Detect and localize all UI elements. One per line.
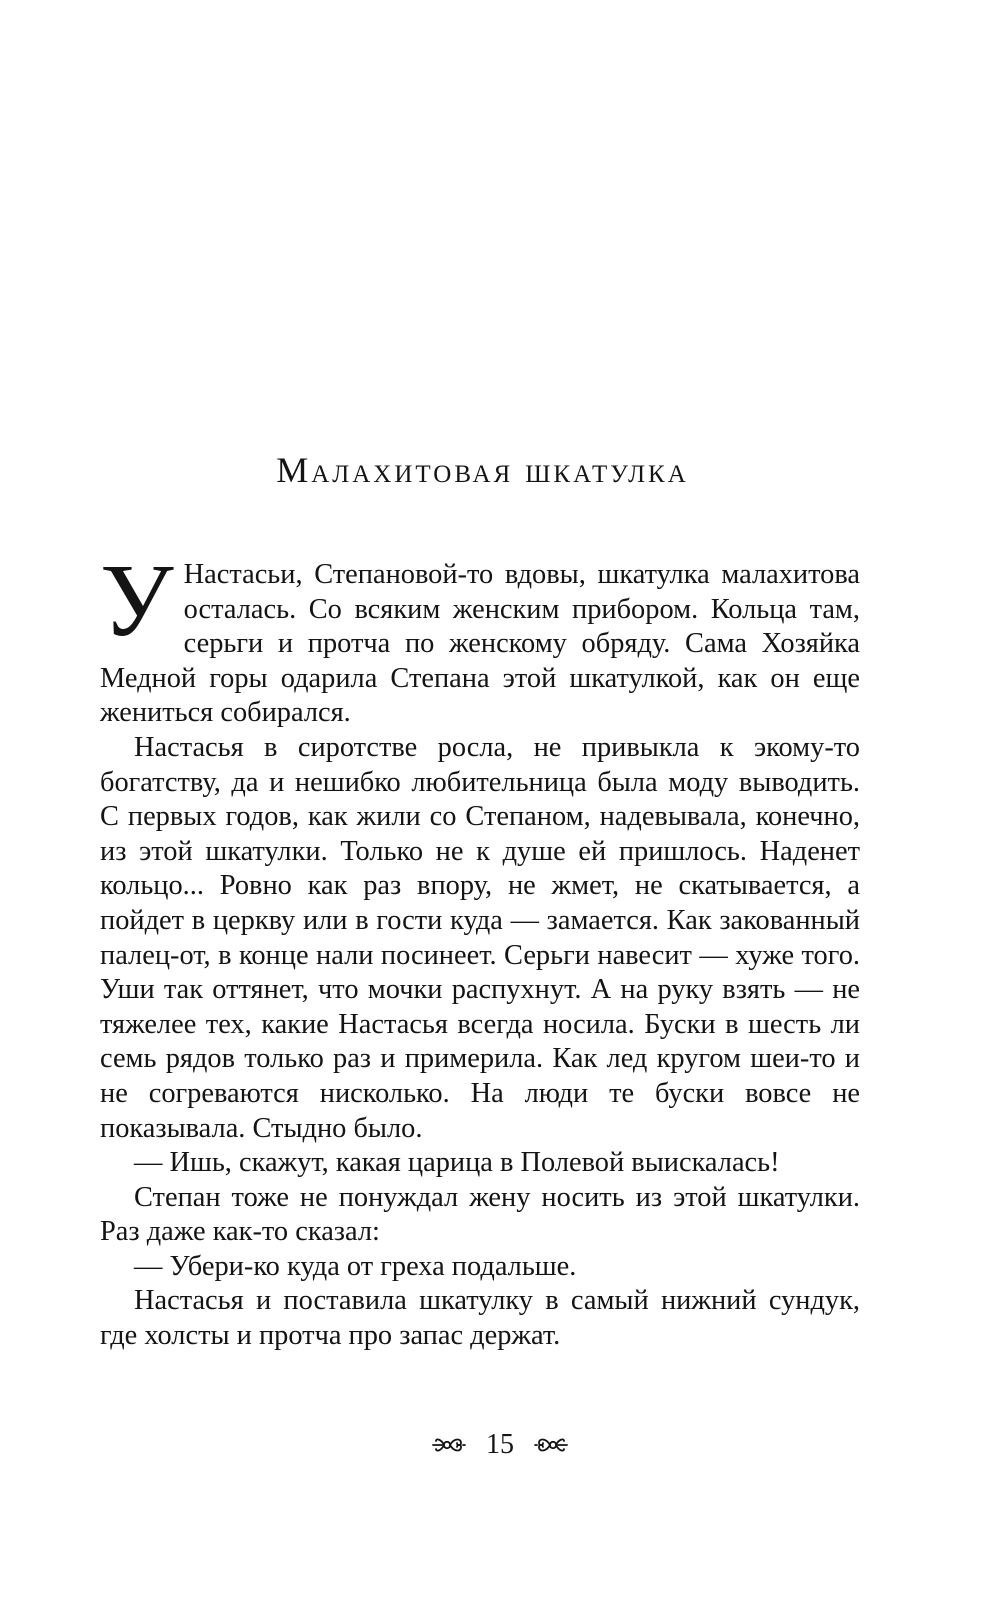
paragraph: Настасья в сиротстве росла, не привыкла к экому-то богатству, да и нешибко любительница была моду выводить. С первых годов, как жили со Степаном, надевывала, конечно, из этой шкатулки. Только не к душе ей пришлось. Наденет кольцо... Ровно как раз впору, не жмет, не скатывается, а пойдет в церкву или в гости куда — замается. Как закованный палец-от, в конце нали посинеет. Серьги навесит — хуже того. Уши так оттянет, что мочки распухнут. А на руку взять — не тяжелее тех, какие Настасья всегда носила. Буски в шесть ли семь рядов только раз и примерила. Как лед кругом шеи-то и не согреваются нисколько. На люди те буски вовсе не показывала. Стыдно было. xyxy=(100,731,860,1144)
page-footer xyxy=(0,1420,1000,1470)
paragraph: Степан тоже не понуждал жену носить из этой шкатулки. Раз даже как-то сказал: xyxy=(100,1181,860,1248)
paragraph-opening-text: Настасьи, Степановой-то вдовы, шкатулка малахитова осталась. Со всяким женским прибором. Кольца там, серьги и протча по женскому обряду. Сама Хозяйка Медной горы одарила Степана этой шкатулкой, как он еще жениться собирался. xyxy=(100,559,860,729)
ornament-flourish-left-icon xyxy=(430,1430,466,1460)
paragraph-opening xyxy=(100,543,860,731)
chapter-title: Малахитовая шкатулка xyxy=(276,450,689,490)
paragraph: Настасья и поставила шкатулку в самый нижний сундук, где холсты и протча про запас держат. xyxy=(100,1285,860,1352)
drop-cap: У xyxy=(100,543,174,658)
paragraph-dialogue: — Ишь, скажут, какая царица в Полевой выискалась! xyxy=(134,1147,780,1179)
body-text xyxy=(100,543,860,1354)
page-number: 15 xyxy=(486,1429,514,1460)
ornament-flourish-right-icon xyxy=(534,1430,570,1460)
paragraph-dialogue: — Убери-ко куда от греха подальше. xyxy=(134,1250,577,1282)
